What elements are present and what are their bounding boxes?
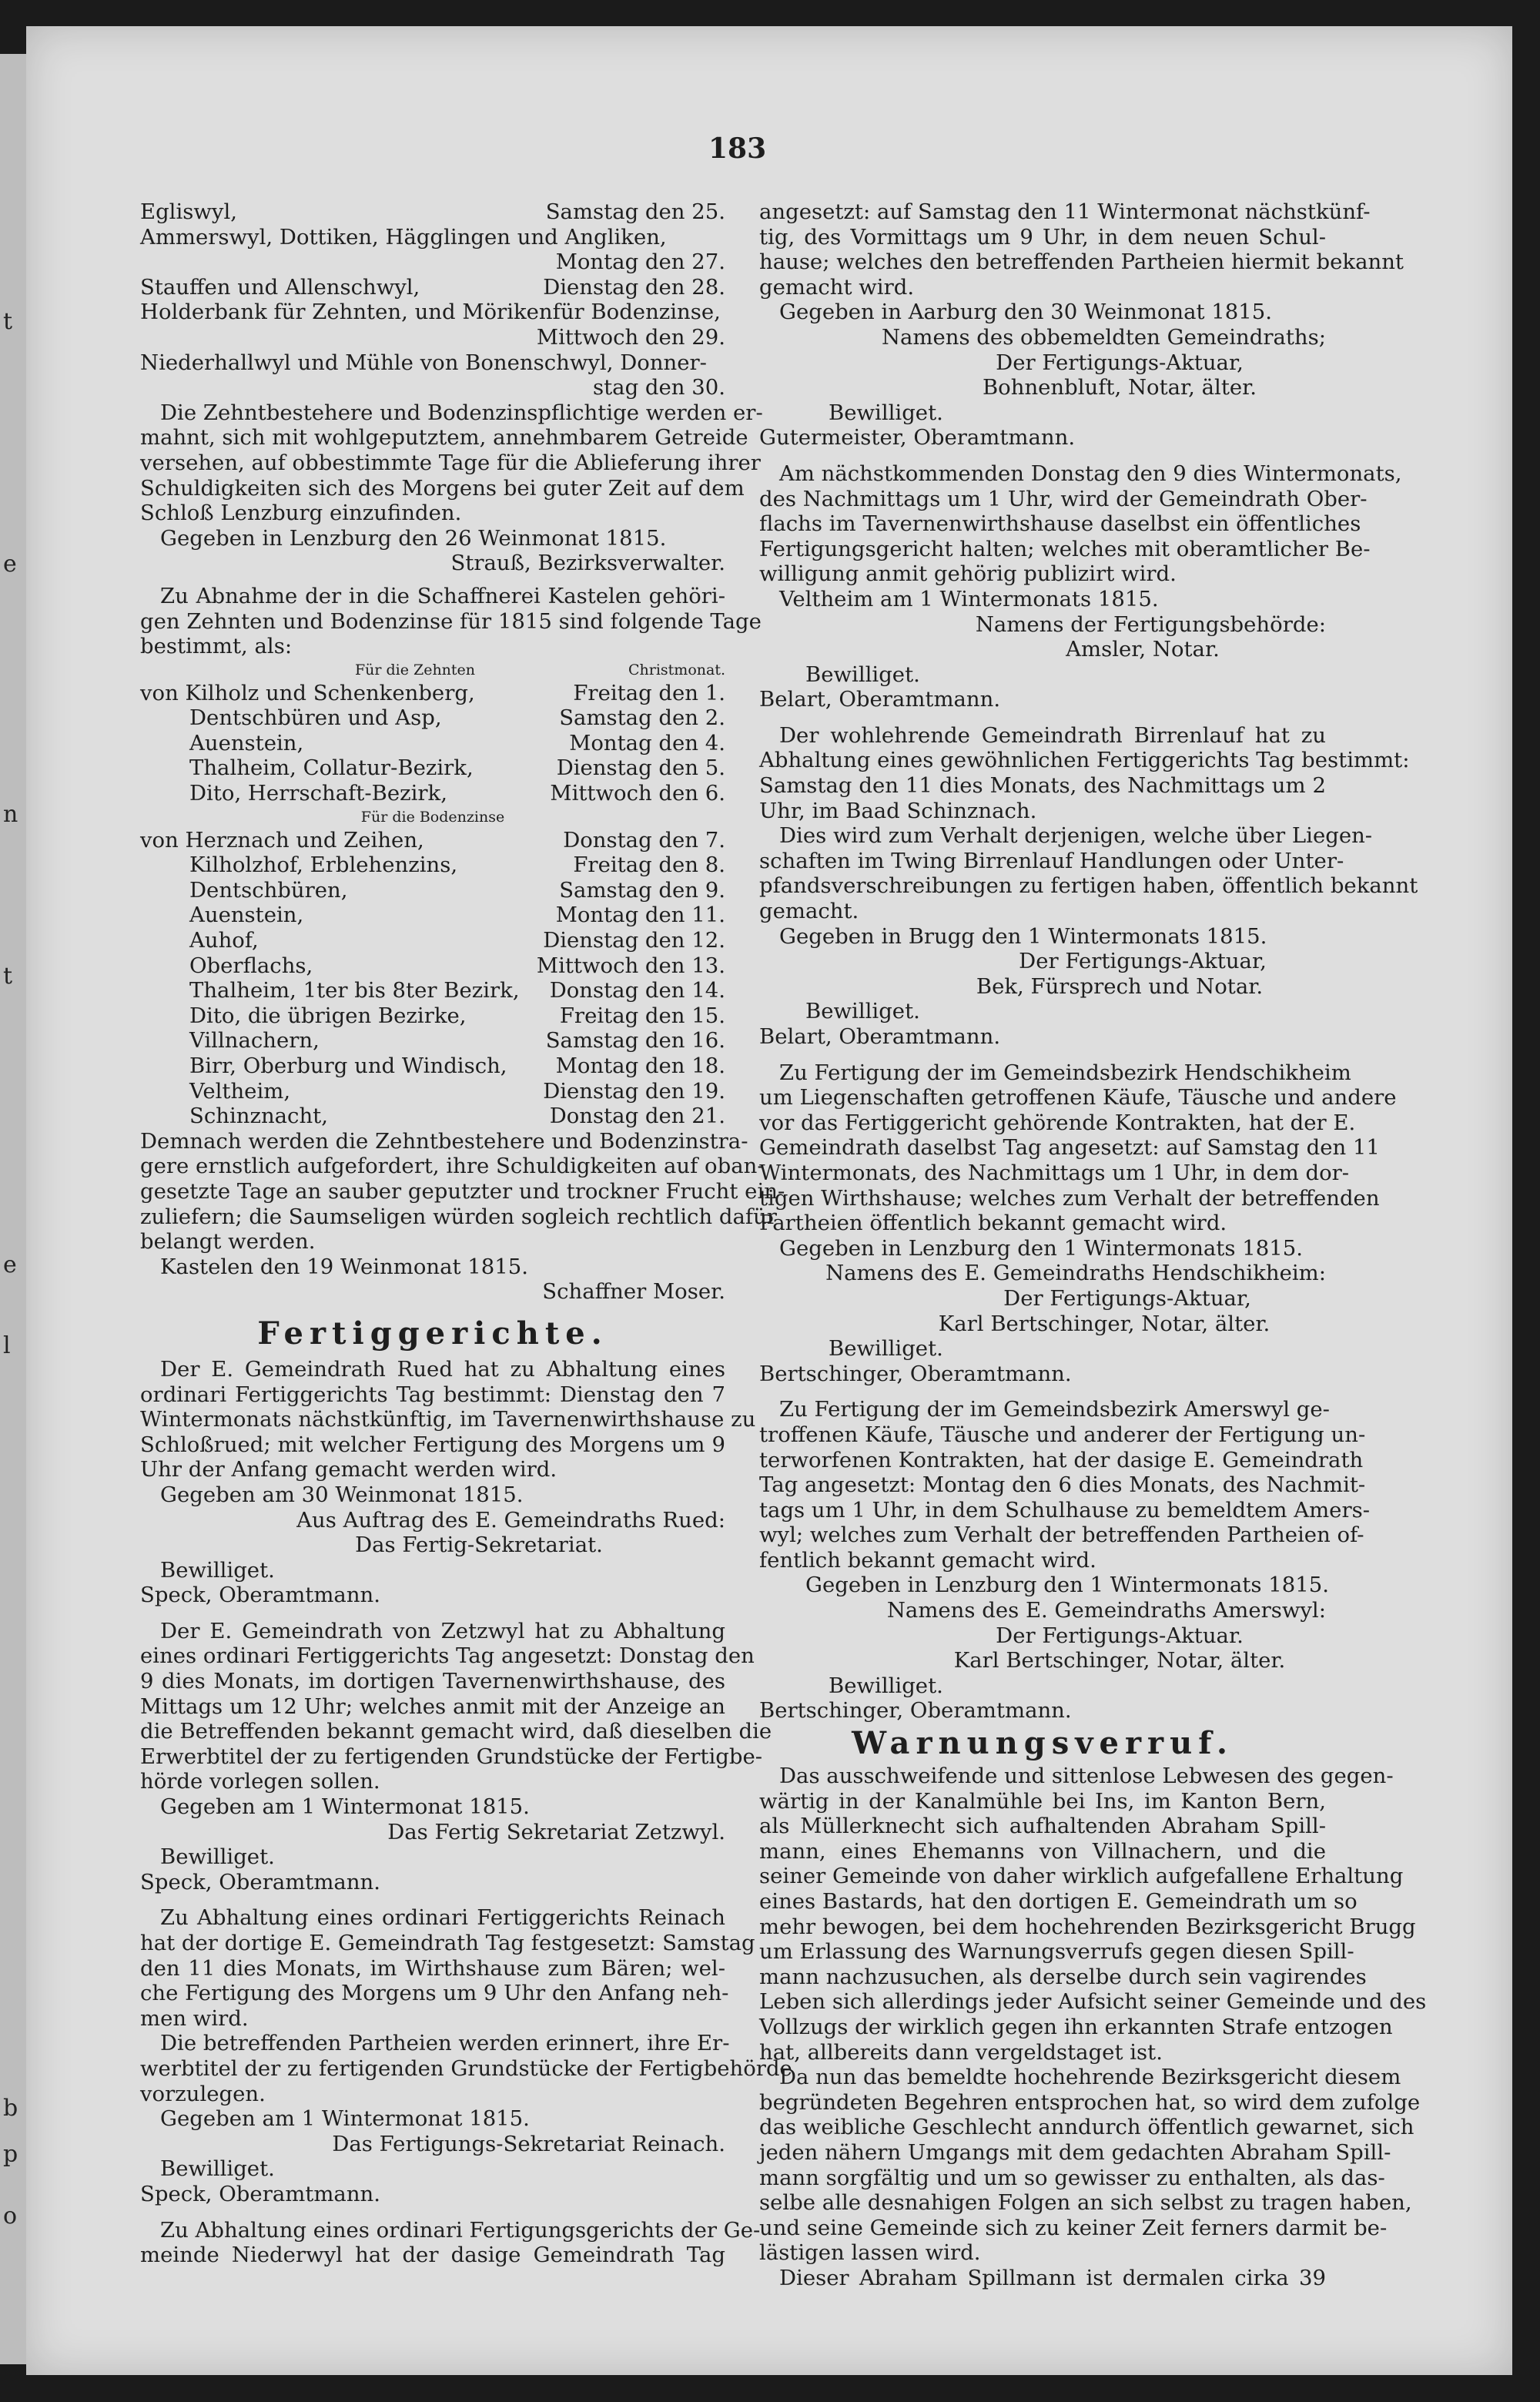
text-line: troffenen Käufe, Täusche und anderer der Fertigung un-: [759, 1422, 1366, 1447]
text-line: Dieser Abraham Spillmann ist dermalen cirka 39: [779, 2265, 1326, 2290]
schedule-date: Donstag den 21.: [549, 1104, 725, 1129]
schedule-place: Kilholzhof, Erblehenzins,: [189, 853, 458, 878]
text-line: versehen, auf obbestimmte Tage für die Ablieferung ihrer: [140, 450, 761, 475]
text-line: mann, eines Ehemanns von Villnachern, und die: [759, 1838, 1326, 1864]
schedule-row: [140, 781, 725, 806]
schedule-place: Dito, Herrschaft-Bezirk,: [189, 781, 447, 806]
text-line: Samstag den 11 dies Monats, des Nachmittags um 2: [759, 773, 1326, 799]
right-column: [759, 199, 1427, 2291]
text-line: Der wohlehrende Gemeindrath Birrenlauf hat zu: [779, 722, 1326, 748]
schedule-row: [140, 250, 725, 275]
given-line: Gegeben in Aarburg den 30 Weinmonat 1815.: [779, 300, 1273, 325]
text-line: Zu Abhaltung eines ordinari Fertiggerichts Reinach: [160, 1905, 725, 1931]
page-number: 183: [708, 132, 767, 165]
margin-fragment: o: [3, 2203, 18, 2229]
schedule-row: [140, 705, 725, 731]
given-line: Gegeben in Brugg den 1 Wintermonats 1815.: [779, 923, 1267, 949]
text-line: men wird.: [140, 2005, 249, 2031]
text-line: Schuldigkeiten sich des Morgens bei guter Zeit auf dem: [140, 475, 745, 501]
official: Speck, Oberamtmann.: [140, 1869, 380, 1894]
text-line: Die Zehntbestehere und Bodenzinspflichtige werden er-: [160, 400, 763, 425]
text-line: Vollzugs der wirklich gegen ihn erkannten Strafe entzogen: [759, 2014, 1393, 2039]
schedule-place: Schinznacht,: [189, 1104, 328, 1129]
text-line: ordinari Fertiggerichts Tag bestimmt: Dienstag den 7: [140, 1382, 725, 1407]
text-line: mann nachzusuchen, als derselbe durch sein vagirendes: [759, 1964, 1367, 1989]
notice-birrenlauf: [759, 722, 1418, 1050]
given-line: Veltheim am 1 Wintermonats 1815.: [779, 586, 1159, 611]
schedule-date: Montag den 27.: [555, 250, 725, 275]
schedule-row: [140, 953, 725, 979]
text-line: seiner Gemeinde von daher wirklich aufgefallene Erhaltung: [759, 1864, 1404, 1889]
text-line: willigung anmit gehörig publizirt wird.: [759, 561, 1177, 587]
schedule-row: [140, 275, 725, 300]
approval: Bewilliget.: [829, 1673, 943, 1698]
text-line: lästigen lassen wird.: [759, 2240, 981, 2266]
signature: Strauß, Bezirksverwalter.: [450, 551, 725, 576]
notice-niederwyl: [140, 2217, 761, 2268]
schedule-date: Freitag den 15.: [559, 1003, 725, 1028]
schedule-row: [140, 681, 725, 706]
text-line: Gemeindrath daselbst Tag angesetzt: auf Samstag den 11: [759, 1135, 1380, 1161]
approval: Bewilliget.: [160, 2156, 275, 2182]
signature: Namens des E. Gemeindraths Hendschikheim:: [825, 1261, 1326, 1286]
text-line: begründeten Begehren entsprochen hat, so wird dem zufolge: [759, 2089, 1421, 2115]
signature: Der Fertigungs-Aktuar.: [996, 1623, 1244, 1648]
text-line: Uhr der Anfang gemacht werden wird.: [140, 1457, 557, 1482]
schedule-row: [140, 1003, 725, 1029]
official: Belart, Oberamtmann.: [759, 1024, 1001, 1049]
margin-fragment: n: [3, 801, 18, 828]
schedule-date: Montag den 18.: [555, 1054, 725, 1078]
text-line: bestimmt, als:: [140, 634, 293, 659]
text-line: wyl; welches zum Verhalt der betreffenden Partheien of-: [759, 1523, 1364, 1548]
text-line: Das ausschweifende und sittenlose Lebwesen des gegen-: [779, 1764, 1394, 1789]
text-line: hause; welches den betreffenden Partheien hiermit bekannt: [759, 250, 1404, 275]
margin-fragment: t: [3, 308, 13, 335]
text-line: mahnt, sich mit wohlgeputztem, annehmbarem Getreide: [140, 425, 748, 451]
text-line: Uhr, im Baad Schinznach.: [759, 798, 1037, 823]
text-line: Der E. Gemeindrath von Zetzwyl hat zu Abhaltung: [160, 1618, 725, 1643]
schedule-date: Donstag den 14.: [549, 978, 725, 1003]
approval: Bewilliget.: [829, 1336, 943, 1362]
official: Belart, Oberamtmann.: [759, 687, 1001, 712]
text-line: tigen Wirthshause; welches zum Verhalt der betreffenden: [759, 1185, 1380, 1211]
text-line: Am nächstkommenden Donstag den 9 dies Wintermonats,: [779, 461, 1402, 486]
given-line: Gegeben am 1 Wintermonat 1815.: [160, 1794, 530, 1820]
schedule-place: Auhof,: [189, 928, 259, 953]
schedule-place: Thalheim, 1ter bis 8ter Bezirk,: [189, 978, 520, 1003]
signature: Namens der Fertigungsbehörde:: [975, 611, 1326, 637]
schedule-place: Veltheim,: [189, 1078, 291, 1104]
section-heading-warnungsverruf: Warnungsverruf.: [852, 1725, 1234, 1762]
text-line: vorzulegen.: [140, 2081, 266, 2106]
text-line: terworfenen Kontrakten, hat der dasige E. Gemeindrath: [759, 1447, 1364, 1472]
text-line: Zu Fertigung der im Gemeindsbezirk Hendschikheim: [779, 1060, 1351, 1085]
signature: Bek, Fürsprech und Notar.: [976, 973, 1264, 999]
schedule-place: Auenstein,: [189, 903, 304, 928]
signature: Der Fertigungs-Aktuar,: [1003, 1285, 1251, 1311]
schedule-date: Mittwoch den 13.: [536, 953, 725, 978]
text-line: Wintermonats, des Nachmittags um 1 Uhr, in dem dor-: [759, 1160, 1350, 1185]
left-column: [140, 199, 792, 2268]
schedule-date: Samstag den 25.: [545, 199, 725, 224]
text-line: vor das Fertiggericht gehörende Kontrakten, hat der E.: [759, 1110, 1356, 1135]
text-line: tags um 1 Uhr, in dem Schulhause zu bemeldtem Amers-: [759, 1497, 1370, 1523]
approval: Bewilliget.: [160, 1557, 275, 1583]
text-line: hörde vorlegen sollen.: [140, 1769, 380, 1794]
text-line: als Müllerknecht sich aufhaltenden Abraham Spill-: [759, 1814, 1326, 1839]
schedule-place: Auenstein,: [189, 730, 304, 755]
schedule-place: von Herznach und Zeihen,: [140, 827, 424, 853]
schedule-row: [140, 878, 725, 903]
text-line: Dies wird zum Verhalt derjenigen, welche über Liegen-: [779, 823, 1373, 849]
text-line: fentlich bekannt gemacht wird.: [759, 1547, 1096, 1573]
subheading-month: Christmonat.: [628, 661, 725, 678]
schedule-row: [140, 1079, 725, 1104]
signature: Aus Auftrag des E. Gemeindraths Rued:: [296, 1507, 725, 1533]
schedule-place: von Kilholz und Schenkenberg,: [140, 680, 475, 705]
text-line: Wintermonats nächstkünftig, im Tavernenwirthshause zu: [140, 1407, 756, 1432]
text-line: Partheien öffentlich bekannt gemacht wird.: [759, 1211, 1227, 1236]
schedule-row: [140, 350, 725, 376]
notice-warnungsverruf: [759, 1764, 1427, 2290]
signature: Schaffner Moser.: [542, 1279, 725, 1305]
signature: Der Fertigungs-Aktuar,: [1019, 949, 1267, 974]
schedule-date: Dienstag den 5.: [556, 755, 725, 781]
margin-fragment: e: [3, 551, 17, 578]
given-line: Gegeben in Lenzburg den 1 Wintermonats 1815.: [779, 1235, 1303, 1261]
schedule-date: Montag den 11.: [555, 903, 725, 928]
schedule-date: stag den 30.: [593, 375, 725, 400]
text-line: tig, des Vormittags um 9 Uhr, in dem neuen Schul-: [759, 224, 1326, 250]
schedule-row: [140, 1104, 725, 1129]
text-line: Leben sich allerdings jeder Aufsicht seiner Gemeinde und des: [759, 1989, 1427, 2015]
schedule-date: Mittwoch den 6.: [550, 781, 725, 806]
schedule-date: Dienstag den 28.: [543, 274, 725, 300]
signature: Amsler, Notar.: [1066, 637, 1220, 662]
text-line: Erwerbtitel der zu fertigenden Grundstücke der Fertigbe-: [140, 1744, 763, 1769]
text-line: meinde Niederwyl hat der dasige Gemeindrath Tag: [140, 2243, 725, 2268]
text-line: che Fertigung des Morgens um 9 Uhr den Anfang neh-: [140, 1981, 729, 2006]
schedule-date: Dienstag den 19.: [543, 1078, 725, 1104]
margin-fragment: e: [3, 1251, 17, 1278]
signature: Das Fertigungs-Sekretariat Reinach.: [332, 2131, 725, 2156]
text-line: Abhaltung eines gewöhnlichen Fertiggerichts Tag bestimmt:: [759, 748, 1410, 773]
text-line: Mittags um 12 Uhr; welches anmit mit der Anzeige an: [140, 1693, 725, 1719]
schedule-place: Niederhallwyl und Mühle von Bonenschwyl, Donner-: [140, 350, 707, 375]
text-line: die Betreffenden bekannt gemacht wird, daß dieselben die: [140, 1719, 772, 1744]
approval: Bewilliget.: [829, 400, 943, 425]
subheading-row: [140, 659, 725, 681]
schedule-row: [140, 755, 725, 781]
signature: Karl Bertschinger, Notar, älter.: [953, 1648, 1286, 1673]
newspaper-page: [26, 26, 1512, 2375]
schedule-place: Dito, die übrigen Bezirke,: [189, 1003, 467, 1028]
text-line: des Nachmittags um 1 Uhr, wird der Gemeindrath Ober-: [759, 486, 1368, 511]
notice-kastelen: [140, 583, 785, 1305]
given-line: Gegeben am 30 Weinmonat 1815.: [160, 1482, 524, 1507]
text-line: Fertigungsgericht halten; welches mit oberamtlicher Be-: [759, 536, 1371, 561]
schedule-place: Ammerswyl, Dottiken, Hägglingen und Angliken,: [140, 224, 667, 250]
official: Bertschinger, Oberamtmann.: [759, 1698, 1072, 1724]
schedule-row: [140, 375, 725, 400]
text-line: gere ernstlich aufgefordert, ihre Schuldigkeiten auf oban-: [140, 1154, 765, 1179]
text-line: angesetzt: auf Samstag den 11 Wintermonat nächstkünf-: [759, 199, 1371, 224]
text-line: mann sorgfältig und um so gewisser zu enthalten, als das-: [759, 2165, 1385, 2190]
margin-fragment: p: [3, 2141, 18, 2168]
schedule-row: [140, 325, 725, 350]
schedule-row: [140, 731, 725, 756]
notice-zetzwyl: [140, 1618, 772, 1895]
signature: Bohnenbluft, Notar, älter.: [982, 375, 1257, 400]
text-line: und seine Gemeinde sich zu keiner Zeit ferners darmit be-: [759, 2215, 1388, 2240]
schedule-place: Dentschbüren und Asp,: [189, 705, 442, 731]
section-heading-fertiggerichte: Fertiggerichte.: [257, 1315, 608, 1352]
text-line: Schloß Lenzburg einzufinden.: [140, 501, 462, 526]
schedule-date: Donstag den 7.: [563, 827, 725, 853]
schedule-date: Samstag den 9.: [559, 877, 725, 903]
text-line: 9 dies Monats, im dortigen Tavernenwirthshause, des: [140, 1669, 725, 1694]
text-line: eines Bastards, hat den dortigen E. Gemeindrath um so: [759, 1889, 1358, 1914]
margin-fragment: b: [3, 2095, 18, 2122]
notice-amerswyl: [759, 1397, 1370, 1724]
schedule-place: Thalheim, Collatur-Bezirk,: [189, 755, 474, 781]
schedule-row: [140, 828, 725, 853]
given-line: Kastelen den 19 Weinmonat 1815.: [160, 1254, 529, 1279]
text-line: Zu Abnahme der in die Schaffnerei Kastelen gehöri-: [160, 583, 725, 608]
previous-page-edge: [0, 54, 26, 2364]
notice-niederwyl-continued: [759, 199, 1404, 451]
schedule-row: [140, 853, 725, 878]
approval: Bewilliget.: [160, 1844, 275, 1870]
text-line: flachs im Tavernenwirthshause daselbst ein öffentliches: [759, 511, 1361, 537]
signature: Das Fertig Sekretariat Zetzwyl.: [387, 1819, 725, 1844]
approval: Bewilliget.: [805, 999, 920, 1024]
notice-reinach: [140, 1905, 792, 2206]
schedule-place: Dentschbüren,: [189, 877, 348, 903]
text-line: gemacht.: [759, 899, 859, 924]
schedule-row: [140, 978, 725, 1003]
margin-fragment: l: [3, 1332, 11, 1359]
schedule-place: Holderbank für Zehnten, und Mörikenfür Bodenzinse,: [140, 300, 721, 325]
signature: Das Fertig-Sekretariat.: [355, 1533, 603, 1558]
text-line: pfandsverschreibungen zu fertigen haben, öffentlich bekannt: [759, 873, 1418, 899]
schedule-row: [140, 928, 725, 953]
schedule-place: Villnachern,: [189, 1028, 320, 1054]
subheading-zehnten: Für die Zehnten: [354, 661, 476, 678]
text-line: Tag angesetzt: Montag den 6 dies Monats, des Nachmit-: [759, 1472, 1366, 1498]
official: Speck, Oberamtmann.: [140, 1583, 380, 1608]
signature: Namens des obbemeldten Gemeindraths;: [881, 324, 1326, 350]
schedule-row: [140, 1054, 725, 1079]
text-line: Schloßrued; mit welcher Fertigung des Morgens um 9: [140, 1432, 725, 1457]
schedule-date: Mittwoch den 29.: [536, 324, 725, 350]
signature: Der Fertigungs-Aktuar,: [996, 350, 1244, 375]
schedule-date: Samstag den 16.: [545, 1028, 725, 1054]
text-line: hat der dortige E. Gemeindrath Tag festgesetzt: Samstag: [140, 1931, 755, 1955]
notice-lenzburg-zehnten: [140, 400, 763, 576]
schedule-place: Stauffen und Allenschwyl,: [140, 274, 420, 300]
schedule-date: Dienstag den 12.: [543, 928, 725, 953]
schedule-row: [140, 199, 725, 225]
text-line: eines ordinari Fertiggerichts Tag angesetzt: Donstag den: [140, 1643, 755, 1669]
given-line: Gegeben am 1 Wintermonat 1815.: [160, 2106, 530, 2132]
schedule-row: [140, 300, 725, 325]
text-line: belangt werden.: [140, 1229, 316, 1255]
notice-rued: [140, 1356, 756, 1608]
text-line: gesetzte Tage an sauber geputzter und trockner Frucht ein-: [140, 1178, 785, 1204]
text-line: Der E. Gemeindrath Rued hat zu Abhaltung eines: [160, 1356, 725, 1382]
text-line: um Liegenschaften getroffenen Käufe, Täusche und andere: [759, 1085, 1397, 1111]
text-line: das weibliche Geschlecht anndurch öffentlich gewarnet, sich: [759, 2115, 1414, 2140]
text-line: den 11 dies Monats, im Wirthshause zum Bären; wel-: [140, 1955, 725, 1981]
schedule-row: [140, 1028, 725, 1054]
notice-hendschikheim: [759, 1060, 1397, 1387]
text-line: gen Zehnten und Bodenzinse für 1815 sind folgende Tage: [140, 608, 762, 634]
text-line: schaften im Twing Birrenlauf Handlungen oder Unter-: [759, 848, 1344, 873]
schedule-lenzburg: [140, 199, 725, 400]
given-line: Gegeben in Lenzburg den 26 Weinmonat 1815.: [160, 525, 667, 551]
text-line: mehr bewogen, bei dem hochehrenden Bezirksgericht Brugg: [759, 1914, 1416, 1939]
schedule-date: Montag den 4.: [569, 730, 725, 755]
approval: Bewilliget.: [805, 662, 920, 687]
text-line: Die betreffenden Partheien werden erinnert, ihre Er-: [160, 2031, 730, 2056]
schedule-row: [140, 903, 725, 928]
text-line: Zu Fertigung der im Gemeindsbezirk Amerswyl ge-: [779, 1397, 1330, 1422]
schedule-place: Oberflachs,: [189, 953, 313, 978]
signature: Namens des E. Gemeindraths Amerswyl:: [886, 1598, 1326, 1623]
official: Speck, Oberamtmann.: [140, 2181, 380, 2206]
official: Gutermeister, Oberamtmann.: [759, 425, 1076, 451]
schedule-place: Egliswyl,: [140, 199, 237, 224]
schedule-date: Freitag den 1.: [573, 680, 725, 705]
signature: Karl Bertschinger, Notar, älter.: [938, 1311, 1270, 1336]
schedule-row: [140, 225, 725, 250]
margin-fragment: t: [3, 963, 13, 990]
schedule-place: Birr, Oberburg und Windisch,: [189, 1054, 507, 1078]
given-line: Gegeben in Lenzburg den 1 Wintermonats 1815.: [805, 1573, 1329, 1598]
text-line: gemacht wird.: [759, 274, 915, 300]
text-line: jeden nähern Umgangs mit dem gedachten Abraham Spill-: [759, 2139, 1391, 2165]
text-line: Demnach werden die Zehntbestehere und Bodenzinstra-: [140, 1128, 748, 1154]
schedule-date: Freitag den 8.: [573, 853, 725, 878]
text-line: wärtig in der Kanalmühle bei Ins, im Kanton Bern,: [759, 1788, 1326, 1814]
schedule-date: Samstag den 2.: [559, 705, 725, 731]
text-line: Da nun das bemeldte hochehrende Bezirksgericht diesem: [779, 2065, 1401, 2090]
text-line: Zu Abhaltung eines ordinari Fertigungsgerichts der Ge-: [160, 2217, 761, 2243]
text-line: hat, allbereits dann vergeldstaget ist.: [759, 2039, 1163, 2065]
subheading-bodenzinse: Für die Bodenzinse: [360, 808, 505, 826]
text-line: werbtitel der zu fertigenden Grundstücke der Fertigbehörde: [140, 2055, 792, 2081]
official: Bertschinger, Oberamtmann.: [759, 1361, 1072, 1386]
text-line: zuliefern; die Saumseligen würden sogleich rechtlich dafür: [140, 1204, 777, 1229]
text-line: um Erlassung des Warnungsverrufs gegen diesen Spill-: [759, 1939, 1354, 1965]
text-line: selbe alle desnahigen Folgen an sich selbst zu tragen haben,: [759, 2190, 1412, 2216]
notice-oberflachs: [759, 461, 1402, 712]
